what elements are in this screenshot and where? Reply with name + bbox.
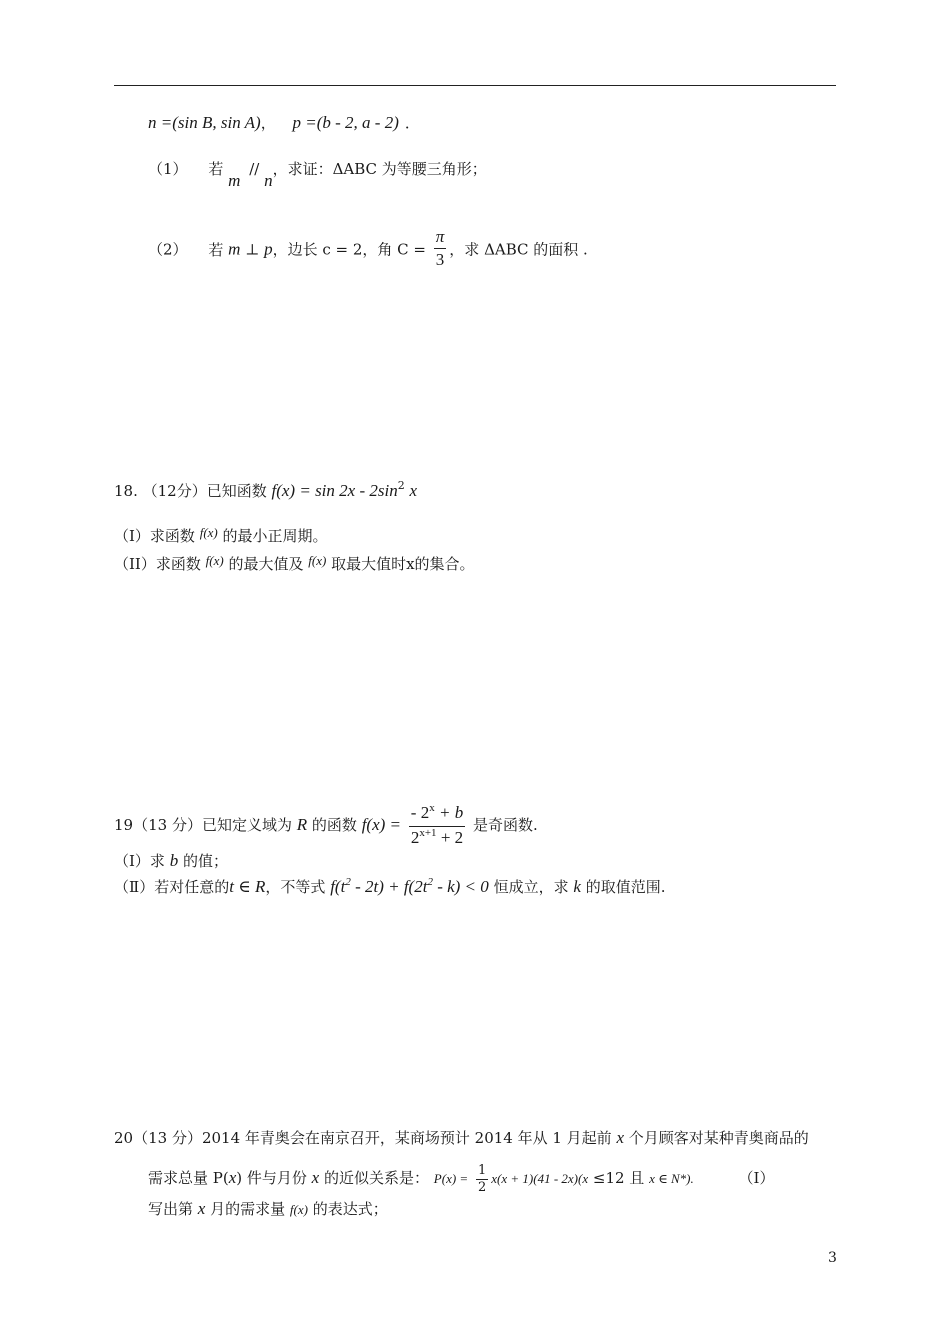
q19-i-label: （Ⅰ）求	[114, 852, 165, 870]
q18-x: x	[409, 481, 418, 500]
q20-P: P(x) =	[433, 1171, 469, 1186]
parallel-symbol: //	[249, 160, 260, 178]
perp-symbol: ⊥	[245, 240, 260, 259]
vector-n: n =(sin B, sin A)	[148, 113, 261, 132]
pi-over-three	[434, 226, 447, 271]
q18-ii-label: （II）求函数	[114, 555, 201, 573]
q20-demand: 需求总量 P(	[148, 1169, 229, 1187]
q20-line2: 需求总量 P(x) 件与月份 x 的近似关系是： P(x) = $\frac{1}{2}$ x(x + 1)(41 - 2x)(x ≤12 且 x ∈ N*). （Ⅰ）	[148, 1162, 775, 1195]
q19-part2	[114, 876, 665, 900]
part1-m: m	[228, 171, 241, 190]
q17-part1	[148, 158, 487, 190]
q19-inequality: $f(t^2 - 2t) + f(2t^2 - k) < 0$	[330, 876, 489, 896]
q19-ii-k: k	[573, 877, 581, 896]
three: 3	[435, 250, 445, 269]
part1-n: n	[264, 171, 273, 190]
part2-label: （2）	[148, 240, 188, 259]
q20-line3: 写出第 x 月的需求量 f(x) 的表达式；	[148, 1199, 388, 1218]
part1-label: （1）	[148, 160, 188, 178]
q17-vectors	[148, 112, 420, 134]
q18-ii-mid: 的最大值及	[228, 555, 304, 573]
q18-part1	[114, 525, 328, 548]
q18-i-label: （I）求函数	[114, 527, 195, 545]
q19-head	[114, 800, 538, 850]
page-number: 3	[828, 1250, 837, 1266]
pi: π	[434, 226, 447, 249]
q20-formula: x(x + 1)(41 - 2x)(x	[491, 1171, 589, 1186]
part2-p: p	[264, 239, 273, 259]
q19-fraction	[409, 802, 465, 851]
q19-intro: 19（13 分）已知定义域为	[114, 816, 292, 834]
q19-ii-tail: 恒成立，求	[493, 878, 569, 896]
part2-m: m	[228, 239, 241, 259]
q19-ii-mid: ，不等式	[265, 878, 326, 896]
q19-part1	[114, 850, 228, 872]
q18-intro: 18. （12分）已知函数	[114, 482, 267, 500]
q19-denominator: $2^{x+1} + 2$	[410, 826, 464, 847]
q18-i-text: 的最小正周期。	[222, 527, 328, 545]
q20-intro: 20（13 分）2014 年青奥会在南京召开，某商场预计 2014 年从 1 月起前	[114, 1129, 612, 1147]
q20-part1-label: （Ⅰ）	[738, 1169, 775, 1187]
q17-part2	[148, 228, 588, 273]
period: ．	[404, 114, 420, 132]
q19-R: R	[296, 815, 308, 834]
q18-formula: f(x) = sin 2x - 2sin	[271, 481, 398, 500]
q19-i-b: b	[169, 851, 179, 870]
q19-numerator: - $2^x + b$	[409, 802, 465, 827]
q18-ii-fx2: f(x)	[308, 553, 327, 568]
q20-half: $\frac{1}{2}$	[477, 1162, 487, 1195]
q20-fx: f(x)	[289, 1202, 308, 1217]
part2-tail: ，求 ΔABC 的面积 .	[449, 240, 588, 259]
q19-i-text: 的值；	[183, 852, 229, 870]
part2-text: ，边长 c = 2，角 C =	[272, 240, 426, 259]
vector-p: p =(b - 2, a - 2)	[292, 113, 399, 132]
q19-mid: 的函数	[311, 816, 357, 834]
part1-if: 若	[208, 160, 224, 178]
separator: ，	[260, 114, 276, 132]
q19-fx: f(x) =	[361, 815, 402, 834]
q18-ii-fx: f(x)	[205, 553, 224, 568]
q19-ii-label: （Ⅱ）若对任意的	[114, 878, 230, 896]
q20-line1	[114, 1127, 809, 1149]
part2-if: 若	[208, 240, 224, 259]
q19-ii-t: t ∈ R	[229, 877, 266, 896]
q20-line1-tail: 个月顾客对某种青奥商品的	[628, 1129, 809, 1147]
part1-text: ，求证：ΔABC 为等腰三角形；	[272, 160, 487, 178]
q19-tail: 是奇函数.	[472, 816, 538, 834]
q18-ii-text: 取最大值时x的集合。	[331, 555, 475, 573]
q20-x: x	[616, 1128, 625, 1147]
q19-ii-end: 的取值范围.	[585, 878, 666, 896]
q18-square: 2	[397, 479, 405, 492]
header-rule	[114, 85, 836, 86]
q18-i-fx: f(x)	[199, 525, 218, 540]
q18-head	[114, 480, 417, 504]
q18-part2	[114, 553, 475, 576]
